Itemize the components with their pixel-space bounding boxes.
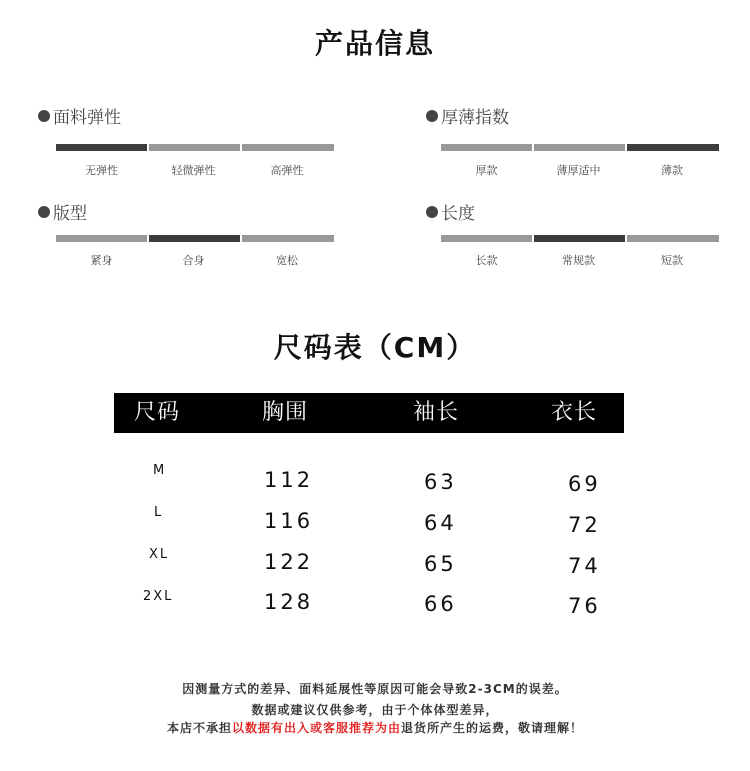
attr-fabric-elasticity-label: [38, 103, 121, 128]
option-label: 高弹性: [270, 164, 304, 177]
size-table-header: [114, 393, 624, 433]
attr-label-text: 长度: [441, 204, 475, 224]
option-label: 薄款: [661, 164, 683, 177]
bar-segment: [627, 235, 719, 242]
attr-length-bar: [441, 235, 719, 242]
option-label: 薄厚适中: [556, 164, 601, 177]
note-line-3: [0, 719, 750, 736]
bullet-icon: [38, 110, 50, 122]
table-row-chest: 112: [264, 468, 314, 492]
option-label: 紧身: [90, 254, 113, 267]
table-row-chest: 116: [264, 509, 314, 533]
table-row-size: M: [153, 463, 167, 478]
table-row-length: 76: [568, 594, 601, 618]
note-line-1: 因测量方式的差异、面料延展性等原因可能会导致2-3CM的误差。: [182, 682, 568, 696]
option-label: 常规款: [562, 254, 595, 267]
table-row-chest: 122: [264, 550, 314, 574]
bar-segment: [534, 144, 625, 151]
note-prefix: 本店不承担: [166, 721, 232, 735]
header-size: 尺码: [134, 400, 181, 425]
attr-length-label: [426, 199, 475, 224]
option-label: 宽松: [276, 254, 298, 267]
attr-label-text: 面料弹性: [53, 108, 121, 128]
note-line-2: 数据或建议仅供参考，由于个体体型差异，: [251, 703, 499, 717]
table-row-length: 72: [568, 513, 601, 537]
bar-segment: [441, 235, 532, 242]
table-row-sleeve: 65: [424, 552, 457, 576]
table-row-length: 69: [568, 472, 601, 496]
table-row-size: 2XL: [143, 589, 174, 604]
table-row-size: L: [154, 505, 164, 520]
table-row-sleeve: 64: [424, 511, 457, 535]
bullet-icon: [426, 110, 438, 122]
option-label: 合身: [182, 254, 205, 267]
option-label: 无弹性: [85, 164, 118, 177]
option-label: 厚款: [475, 164, 498, 177]
attr-fit-label: [38, 199, 87, 224]
bar-segment: [441, 144, 532, 151]
header-length: 衣长: [551, 400, 598, 425]
table-row-sleeve: 63: [424, 470, 457, 494]
attr-thickness-options: [441, 162, 719, 178]
attr-thickness-bar: [441, 144, 719, 151]
note-suffix: 退货所产生的运费，敬请理解！: [401, 721, 584, 735]
header-sleeve: 袖长: [413, 400, 460, 425]
option-label: 短款: [661, 254, 683, 267]
bar-segment: [56, 144, 147, 151]
bar-segment: [627, 144, 719, 151]
option-label: 长款: [475, 254, 498, 267]
option-label: 轻微弹性: [171, 164, 216, 177]
header-chest: 胸围: [262, 400, 309, 425]
bar-segment: [242, 144, 334, 151]
bar-segment: [149, 144, 240, 151]
attr-fit-options: [56, 252, 334, 268]
table-row-sleeve: 66: [424, 592, 457, 616]
attr-label-text: 厚薄指数: [441, 108, 509, 128]
attr-thickness-label: [426, 103, 509, 128]
bar-segment: [149, 235, 240, 242]
attr-length-options: [441, 252, 719, 268]
attr-fit-bar: [56, 235, 334, 242]
product-info-title: 产品信息: [314, 27, 435, 60]
table-row-length: 74: [568, 554, 601, 578]
bar-segment: [242, 235, 334, 242]
bar-segment: [56, 235, 147, 242]
bar-segment: [534, 235, 625, 242]
attr-label-text: 版型: [53, 204, 87, 224]
table-row-chest: 128: [264, 590, 314, 614]
bullet-icon: [38, 206, 50, 218]
attr-fabric-elasticity-options: [56, 162, 334, 178]
note-highlight: 以数据有出入或客服推荐为由: [231, 721, 401, 735]
size-chart-title: 尺码表（CM）: [273, 331, 477, 364]
bullet-icon: [426, 206, 438, 218]
attr-fabric-elasticity-bar: [56, 144, 334, 151]
table-row-size: XL: [149, 547, 170, 562]
